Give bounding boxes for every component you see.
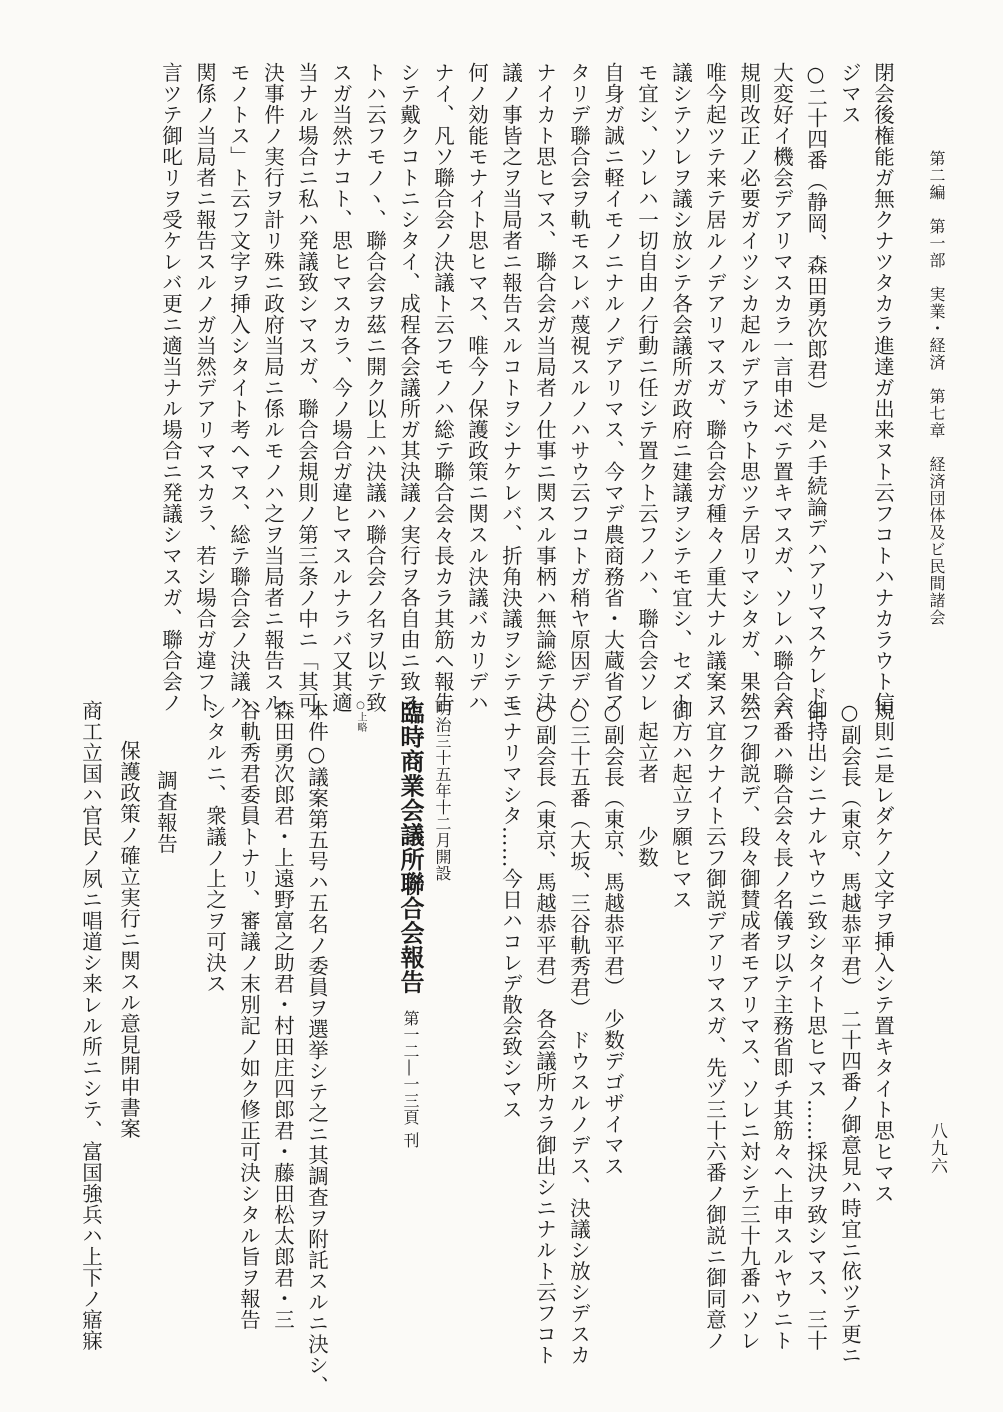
report-title: 保護政策ノ確立実行ニ関スル意見開申書案 [116,740,141,1139]
body-column: 商工立国ハ官民ノ夙ニ唱道シ来レル所ニシテ、富国強兵ハ上下ノ寤寐 [78,700,103,1351]
body-column: ニナリマシタ……今日ハコレデ散会致シマス [498,700,523,1120]
running-head: 第二編 第一部 実業・経済 第七章 経済団体及ビ民間諸会 [927,150,946,626]
section-title: 臨時商業会議所聯合会報告 [396,700,425,994]
agenda-label: 本件○議案第五号 [304,700,329,872]
body-column: 閉会後権能ガ無クナツタカラ進達ガ出来ヌト云フコトハナカラウト信 [870,62,895,713]
body-column: 関係ノ当局者ニ報告スルノガ当然デアリマスカラ、若シ場合ガ違フト [192,62,217,713]
body-column: 決事件ノ実行ヲ計リ殊ニ政府当局ニ係ルモノハ之ヲ当局者ニ報告スル [260,62,285,713]
body-column: スガ当然ナコト、思ヒマスカラ、今ノ場合ガ違ヒマスルナラバ又其適 [328,62,353,713]
agenda-column: 谷軌秀君委員トナリ、審議ノ末別記ノ如ク修正可決シタル旨ヲ報告 [236,700,261,1330]
body-column: 六番ハ聯合会々長ノ名儀ヲ以テ主務省即チ其筋々ヘ上申スルヤウニト [769,700,794,1351]
section-date: 明治三十五年十二月開設 [433,700,452,882]
body-column: モノトス」ト云フ文字ヲ挿入シタイト考ヘマス、総テ聯合会ノ決議ハ [226,62,251,713]
body-column: 大変好イ機会デアリマスカラ一言申述ベテ置キマスガ、ソレハ聯合会 [769,62,794,713]
body-column: ハ宜クナイト云フ御説デアリマスガ、先ヅ三十六番ノ御説ニ御同意ノ [702,700,727,1351]
agenda-text: ハ五名ノ委員ヲ選挙シテ之ニ其調査ヲ附託スルニ決シ、 [304,871,329,1397]
body-column: ○副会長（東京、馬越恭平君） 各会議所カラ御出シニナルト云フコト [532,700,557,1366]
body-column: ○副会長（東京、馬越恭平君） 二十四番ノ御意見ハ時宜ニ依ツテ更ニ [837,700,862,1366]
body-column: 何ノ効能モナイト思ヒマス、唯今ノ保護政策ニ関スル決議バカリデハ [464,62,489,713]
body-column: タリデ聯合会ヲ軌モスレバ蔑視スルノハサウ云フコトガ稍ヤ原因デハ [566,62,591,713]
body-column: 当ナル場合ニ私ハ発議致シマスガ、聯合会規則ノ第三条ノ中ニ「其可 [294,62,319,713]
body-column: 規則ニ是レダケノ文字ヲ挿入シテ置キタイト思ヒマス [870,700,895,1204]
body-column: ○二十四番（静岡、森田勇次郎君） 是ハ手続論デハアリマスケレドモ [803,62,828,728]
body-column: 云フ御説デ、段々御賛成者モアリマス、ソレニ対シテ三十九番ハソレ [736,700,761,1351]
body-column: 言ツテ御叱リヲ受ケレバ更ニ適当ナル場合ニ発議シマスガ、聯合会ノ [158,62,183,713]
body-column: 議シテソレヲ議シ放シテ各会議所ガ政府ニ建議ヲシテモ宜シ、セズト [668,62,693,713]
body-column: ジマス [837,62,862,125]
body-column: 御持出シニナルヤウニ致シタイト思ヒマス……採決ヲ致シマス、三十 [803,700,828,1351]
body-column: モ宜シ、ソレハ一切自由ノ行動ニ任シテ置クト云フノハ、聯合会ソレ [634,62,659,713]
section-pages: 第一二―一三頁 [401,1010,420,1126]
page-number: 八九六 [927,1122,947,1175]
agenda-column: シタルニ、衆議ノ上之ヲ可決ス [202,700,227,994]
body-column: ナイカト思ヒマス、聯合会ガ当局者ノ仕事ニ関スル事柄ハ無論総テ決 [532,62,557,713]
agenda-column [306,700,327,1397]
body-column: ナイ、凡ソ聯合会ノ決議ト云フモノハ総テ聯合会々長カラ其筋ヘ報告 [430,62,455,713]
body-column: シテ戴クコトニシタイ、成程各会議所ガ其決議ノ実行ヲ各自由ニ致ス [396,62,421,713]
body-column: ○副会長（東京、馬越恭平君） 少数デゴザイマス [600,700,625,1177]
body-column: 自身ガ誠ニ軽イモノニナルノデアリマス、今マデ農商務省・大蔵省ア [600,62,625,713]
body-column: 唯今起ツテ来テ居ルノデアリマスガ、聯合会ガ種々ノ重大ナル議案ヲ [702,62,727,713]
body-column: ○三十五番（大坂、三谷軌秀君） ドウスルノデス、決議シ放シデスカ [566,700,591,1366]
body-column: 起立者 少数 [634,700,659,868]
body-column: 議ノ事皆之ヲ当局者ニ報告スルコトヲシナケレバ、折角決議ヲシテモ [498,62,523,713]
body-column: トハ云フモノヽ、聯合会ヲ茲ニ開ク以上ハ決議ハ聯合会ノ名ヲ以テ致 [362,62,387,713]
agenda-column: 森田勇次郎君・上遠野富之助君・村田庄四郎君・藤田松太郎君・三 [270,700,295,1330]
body-column: 規則改正ノ必要ガイツシカ起ルデアラウト思ツテ居リマシタガ、果然 [736,62,761,713]
report-label: 調査報告 [153,770,178,854]
section-edition: 刊 [401,1132,420,1149]
omission-note: ○上略 [355,700,366,733]
body-column: 御方ハ起立ヲ願ヒマス [668,700,693,910]
